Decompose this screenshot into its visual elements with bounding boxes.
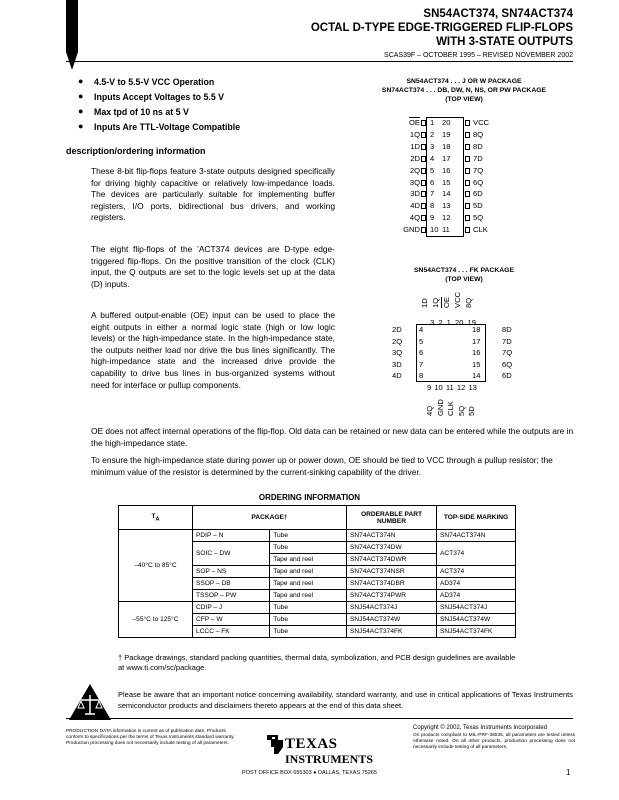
pin-name: 8Q xyxy=(473,129,484,139)
pin-number: 19 xyxy=(442,129,451,139)
pin-pad xyxy=(421,191,426,197)
dip-pin-right xyxy=(440,200,520,212)
package1-heading-3: (TOP VIEW) xyxy=(445,96,483,103)
table-header-part-number-text: ORDERABLE PART NUMBER xyxy=(360,510,423,525)
fk-pinout-diagram xyxy=(390,288,530,418)
fk-left-pin-name: 2D xyxy=(392,325,402,334)
table-cell-ship: Tube xyxy=(270,614,347,626)
pin-pad xyxy=(421,132,426,138)
dip-pin-left xyxy=(380,141,440,153)
pin-name: 6Q xyxy=(473,177,484,187)
table-cell-marking: SNJ54ACT374W xyxy=(437,614,516,626)
table-cell-package: CDIP – J xyxy=(193,602,270,614)
table-footnote: † Package drawings, standard packing quantities, thermal data, symbolization, and PCB design guidelines are available at www.ti.com/sc/package. xyxy=(118,653,516,672)
pin-number: 1 xyxy=(430,118,435,127)
fk-top-pin-name: $\overline{OE}$ xyxy=(442,297,451,308)
pin-name: CLK xyxy=(473,225,488,235)
pin-number: 11 xyxy=(442,225,450,235)
table-header-marking-text: TOP-SIDE MARKING xyxy=(443,514,509,521)
package1-heading-1: SN54ACT374 . . . J OR W PACKAGE xyxy=(406,78,522,85)
table-cell-part: SNJ54ACT374J xyxy=(347,602,437,614)
copyright: Copyright © 2002, Texas Instruments Incorporated xyxy=(413,725,548,731)
table-cell-marking: SNJ54ACT374J xyxy=(437,602,516,614)
table-cell-ship: Tube xyxy=(270,530,347,542)
fk-right-pin-number: 16 xyxy=(472,348,481,357)
fk-right-pin-name: 6Q xyxy=(502,359,513,369)
feature-item xyxy=(78,122,240,137)
fk-left-pin-number: 8 xyxy=(419,371,424,380)
pin-pad xyxy=(465,156,470,162)
table-cell-package: SSOP – DB xyxy=(193,578,270,590)
fk-bottom-pin-name: 5Q xyxy=(456,405,466,416)
pin-pad xyxy=(421,180,426,186)
table-cell-ship: Tape and reel xyxy=(270,578,347,590)
table-cell-ship: Tape and reel xyxy=(270,566,347,578)
pin-number: 15 xyxy=(442,177,451,187)
dip-pin-left xyxy=(380,188,440,200)
pin-pad xyxy=(465,215,470,221)
description-paragraph-3: A buffered output-enable (OE) input can be used to place the eight outputs in either a normal logic state (high or low logic levels) or the high-impedance state. In the high-impedance state, the outputs neither load nor drive the bus lines significantly. The high-impedance state and the increased drive provide the capability to drive bus lines in bus-organized systems without need for interface or pullup components. xyxy=(91,310,335,390)
fk-right-pin-number: 17 xyxy=(472,336,481,346)
feature-list xyxy=(78,77,240,137)
table-cell-ship: Tape and reel xyxy=(270,590,347,602)
table-cell-package: PDIP – N xyxy=(193,530,270,542)
pin-name: 1Q xyxy=(409,129,420,139)
fk-right-pin-number: 14 xyxy=(472,371,481,380)
table-cell-ship: Tape and reel xyxy=(270,554,347,566)
table-header-ta: $T_A$ xyxy=(119,506,193,530)
pin-pad xyxy=(421,203,426,209)
title-part-numbers: SN54ACT374, SN74ACT374 xyxy=(423,8,573,20)
dip-pin-left xyxy=(380,129,440,141)
pin-name: 4D xyxy=(410,201,420,211)
pin-name: 5Q xyxy=(473,213,484,223)
pin-pad xyxy=(465,227,470,233)
pin-number: 7 xyxy=(430,189,435,199)
dip-pin-left xyxy=(380,224,440,236)
pin-pad xyxy=(465,191,470,197)
sidebar-marker xyxy=(66,0,78,52)
table-cell-marking: AD374 xyxy=(437,578,516,590)
pin-pad xyxy=(421,156,426,162)
fk-top-pin-name: 1D xyxy=(420,298,429,308)
pin-pad xyxy=(421,215,426,221)
pin-pad xyxy=(421,227,426,233)
pin-pad xyxy=(465,120,470,126)
pin-pad xyxy=(465,203,470,209)
warning-scales-icon xyxy=(68,683,112,721)
dip-pin-right xyxy=(440,165,520,177)
pin-number: 3 xyxy=(430,141,435,151)
pin-pad xyxy=(421,120,426,126)
pin-number: 17 xyxy=(442,153,451,163)
pin-name: 4Q xyxy=(409,213,420,223)
mil-spec-note: On products compliant to MIL-PRF-38535, all parameters are tested unless otherwise noted. On all other products, production processing does not necessarily include testing of all parameters. xyxy=(413,733,575,750)
pin-name: 3D xyxy=(410,189,420,199)
pin-number: 20 xyxy=(442,118,451,127)
description-paragraph-4: OE does not affect internal operations of the flip-flop. Old data can be retained or new data can be entered while the outputs are in the high-impedance state. xyxy=(91,426,574,448)
fk-left-pin-name: 2Q xyxy=(392,336,403,346)
pin-number: 4 xyxy=(430,153,435,163)
pin-name: 2Q xyxy=(409,165,420,175)
table-cell-marking: SNJ54ACT374FK xyxy=(437,626,516,638)
fk-right-pin-number: 15 xyxy=(472,359,481,369)
table-cell-package: CFP – W xyxy=(193,614,270,626)
table-cell-ship: Tube xyxy=(270,626,347,638)
fk-right-pin-name: 7Q xyxy=(502,348,513,357)
title-output-type: WITH 3-STATE OUTPUTS xyxy=(436,36,573,48)
table-cell-package: LCCC – FK xyxy=(193,626,270,638)
pin-name: 7D xyxy=(473,153,483,163)
feature-text: Inputs Are TTL-Voltage Compatible xyxy=(94,122,241,132)
important-notice: Please be aware that an important notice concerning availability, standard warranty, and use in critical applications of Texas Instruments semiconductor products and disclaimers thereto appears at the end of this data sheet. xyxy=(118,690,573,710)
pin-name: VCC xyxy=(473,118,490,127)
section-heading: description/ordering information xyxy=(66,146,206,156)
fk-right-pin-number: 18 xyxy=(472,325,481,334)
table-cell-package: TSSOP – PW xyxy=(193,590,270,602)
package2-heading-1: SN54ACT374 . . . FK PACKAGE xyxy=(414,267,514,274)
dip-pin-right xyxy=(440,117,520,129)
table-cell-part: SNJ54ACT374W xyxy=(347,614,437,626)
table-header-marking xyxy=(437,506,516,530)
feature-text: 4.5-V to 5.5-V VCC Operation xyxy=(94,77,215,87)
description-paragraph-1: These 8-bit flip-flops feature 3-state outputs designed specifically for driving highly capacitive or relatively low-impedance loads. The devices are particularly suitable for implementing buffer registers, I/O ports, bidirectional bus drivers, and working registers. xyxy=(91,166,335,223)
table-cell-part: SNJ54ACT374FK xyxy=(347,626,437,638)
pin-number: 8 xyxy=(430,201,435,211)
description-paragraph-2: The eight flip-flops of the ’ACT374 devices are D-type edge-triggered flip-flops. On the positive transition of the clock (CLK) input, the Q outputs are set to the logic levels set up at the data (D) inputs. xyxy=(91,244,335,289)
pin-number: 13 xyxy=(442,201,451,211)
pin-name: 6D xyxy=(473,189,483,199)
table-cell-part: SN74ACT374DWR xyxy=(347,554,437,566)
fk-right-pin-name: 6D xyxy=(502,371,512,380)
table-cell-part: SN74ACT374DW xyxy=(347,542,437,554)
dip-pin-right xyxy=(440,188,520,200)
fk-bottom-pin-numbers: 9 10 11 12 13 xyxy=(427,383,477,392)
pin-number: 5 xyxy=(430,165,435,175)
table-cell-part: SN74ACT374PWR xyxy=(347,590,437,602)
dip-pin-left xyxy=(380,212,440,224)
header-rule xyxy=(66,61,573,62)
description-paragraph-5: To ensure the high-impedance state during power up or power down, OE should be tied to VCC through a pullup resistor; the minimum value of the resistor is determined by the current-sinking capability of the driver. xyxy=(91,455,553,477)
pin-name: 5D xyxy=(473,201,483,211)
dip-pin-right xyxy=(440,177,520,189)
table-cell-package: SOP – NS xyxy=(193,566,270,578)
pin-name: GND xyxy=(403,225,420,235)
pin-number: 2 xyxy=(430,129,435,139)
dip-pin-right xyxy=(440,141,520,153)
package1-heading-2: SN74ACT374 . . . DB, DW, N, NS, OR PW PACKAGE xyxy=(381,87,547,94)
fk-right-pin-name: 8D xyxy=(502,325,512,334)
pin-number: 9 xyxy=(430,213,435,223)
dip-pin-left xyxy=(380,200,440,212)
pin-number: 6 xyxy=(430,177,435,187)
table-cell-package: SOIC – DW xyxy=(193,542,270,566)
table-cell-marking: AD374 xyxy=(437,590,516,602)
fk-top-pin-name: 8Q xyxy=(464,297,473,308)
fk-bottom-pin-name: CLK xyxy=(446,401,455,416)
table-header-part-number xyxy=(347,506,437,530)
pin-number: 14 xyxy=(442,189,451,199)
table-cell-part: SN74ACT374N xyxy=(347,530,437,542)
dip-pin-right xyxy=(440,129,520,141)
fk-left-pin-number: 5 xyxy=(419,336,424,346)
pin-pad xyxy=(465,144,470,150)
table-cell-part: SN74ACT374DBR xyxy=(347,578,437,590)
pin-number: 18 xyxy=(442,141,451,151)
ordering-title: ORDERING INFORMATION xyxy=(258,493,361,502)
table-cell-part: SN74ACT374NSR xyxy=(347,566,437,578)
table-cell-ship: Tube xyxy=(270,542,347,554)
dip-pin-left xyxy=(380,177,440,189)
pin-number: 16 xyxy=(442,165,451,175)
pin-number: 10 xyxy=(430,225,439,235)
dip-pin-right xyxy=(440,224,520,236)
dip-pin-left xyxy=(380,153,440,165)
ordering-table xyxy=(118,505,516,638)
package2-heading-2: (TOP VIEW) xyxy=(445,276,483,283)
dip-pin-left xyxy=(380,165,440,177)
fk-top-pin-name: 1Q xyxy=(431,297,440,308)
table-cell-marking: ACT374 xyxy=(437,542,516,566)
production-data-note: PRODUCTION DATA information is current as of publication date. Products conform to specifications per the terms of Texas Instruments standard warranty. Production processing does not necessarily include testing of all parameters. xyxy=(66,729,235,746)
pin-name: 7Q xyxy=(473,165,484,175)
table-cell-marking: SN74ACT374N xyxy=(437,530,516,542)
table-cell-marking: ACT374 xyxy=(437,566,516,578)
fk-left-pin-name: 4D xyxy=(392,371,402,380)
table-cell-ta: –40°C to 85°C xyxy=(119,530,193,602)
feature-item xyxy=(78,92,240,107)
page-number: 1 xyxy=(566,768,571,777)
pin-name: 3Q xyxy=(409,177,420,187)
feature-text: Max tpd of 10 ns at 5 V xyxy=(94,107,189,117)
ti-logo-icon xyxy=(265,732,285,756)
fk-right-pin-name: 7D xyxy=(502,336,512,346)
pin-pad xyxy=(465,180,470,186)
table-row xyxy=(119,602,516,614)
pin-pad xyxy=(421,168,426,174)
document-number: SCAS39F – OCTOBER 1995 – REVISED NOVEMBER 2002 xyxy=(384,52,573,59)
pin-name: 8D xyxy=(473,141,483,151)
dip-pin-left xyxy=(380,117,440,129)
fk-top-pin-name: VCC xyxy=(453,291,462,308)
feature-item xyxy=(78,77,240,92)
pin-pad xyxy=(465,132,470,138)
postal-address: POST OFFICE BOX 655303 ● DALLAS, TEXAS 75265 xyxy=(242,770,377,776)
fk-left-pin-number: 4 xyxy=(419,325,424,334)
fk-left-pin-name: 3D xyxy=(392,359,402,369)
pin-pad xyxy=(421,144,426,150)
dip-pin-right xyxy=(440,212,520,224)
table-header-package: PACKAGE† xyxy=(193,506,347,530)
pin-number: 12 xyxy=(442,213,451,223)
pin-name: $\overline{OE}$ xyxy=(409,118,420,127)
feature-text: Inputs Accept Voltages to 5.5 V xyxy=(94,92,225,102)
table-row xyxy=(119,530,516,542)
ti-logo-text: TEXAS xyxy=(285,736,338,752)
fk-left-pin-number: 7 xyxy=(419,359,424,369)
pin-name: 1D xyxy=(410,141,420,151)
pin-pad xyxy=(465,168,470,174)
feature-item xyxy=(78,107,240,122)
table-cell-ta: –55°C to 125°C xyxy=(119,602,193,638)
dip-pinout-diagram xyxy=(380,117,520,242)
fk-bottom-pin-name: 4Q xyxy=(425,405,434,416)
fk-left-pin-name: 3Q xyxy=(392,348,403,357)
table-cell-ship: Tube xyxy=(270,602,347,614)
fk-left-pin-number: 6 xyxy=(419,348,424,357)
dip-pin-right xyxy=(440,153,520,165)
footer-rule xyxy=(66,718,573,719)
fk-top-pin-numbers: 3 2 1 20 19 xyxy=(430,318,477,327)
title-device-description: OCTAL D-TYPE EDGE-TRIGGERED FLIP-FLOPS xyxy=(310,22,573,34)
fk-bottom-pin-name: 5D xyxy=(467,406,476,416)
fk-bottom-pin-name: GND xyxy=(435,399,445,416)
ti-logo-subtext: INSTRUMENTS xyxy=(285,752,374,766)
pin-name: 2D xyxy=(410,153,420,163)
